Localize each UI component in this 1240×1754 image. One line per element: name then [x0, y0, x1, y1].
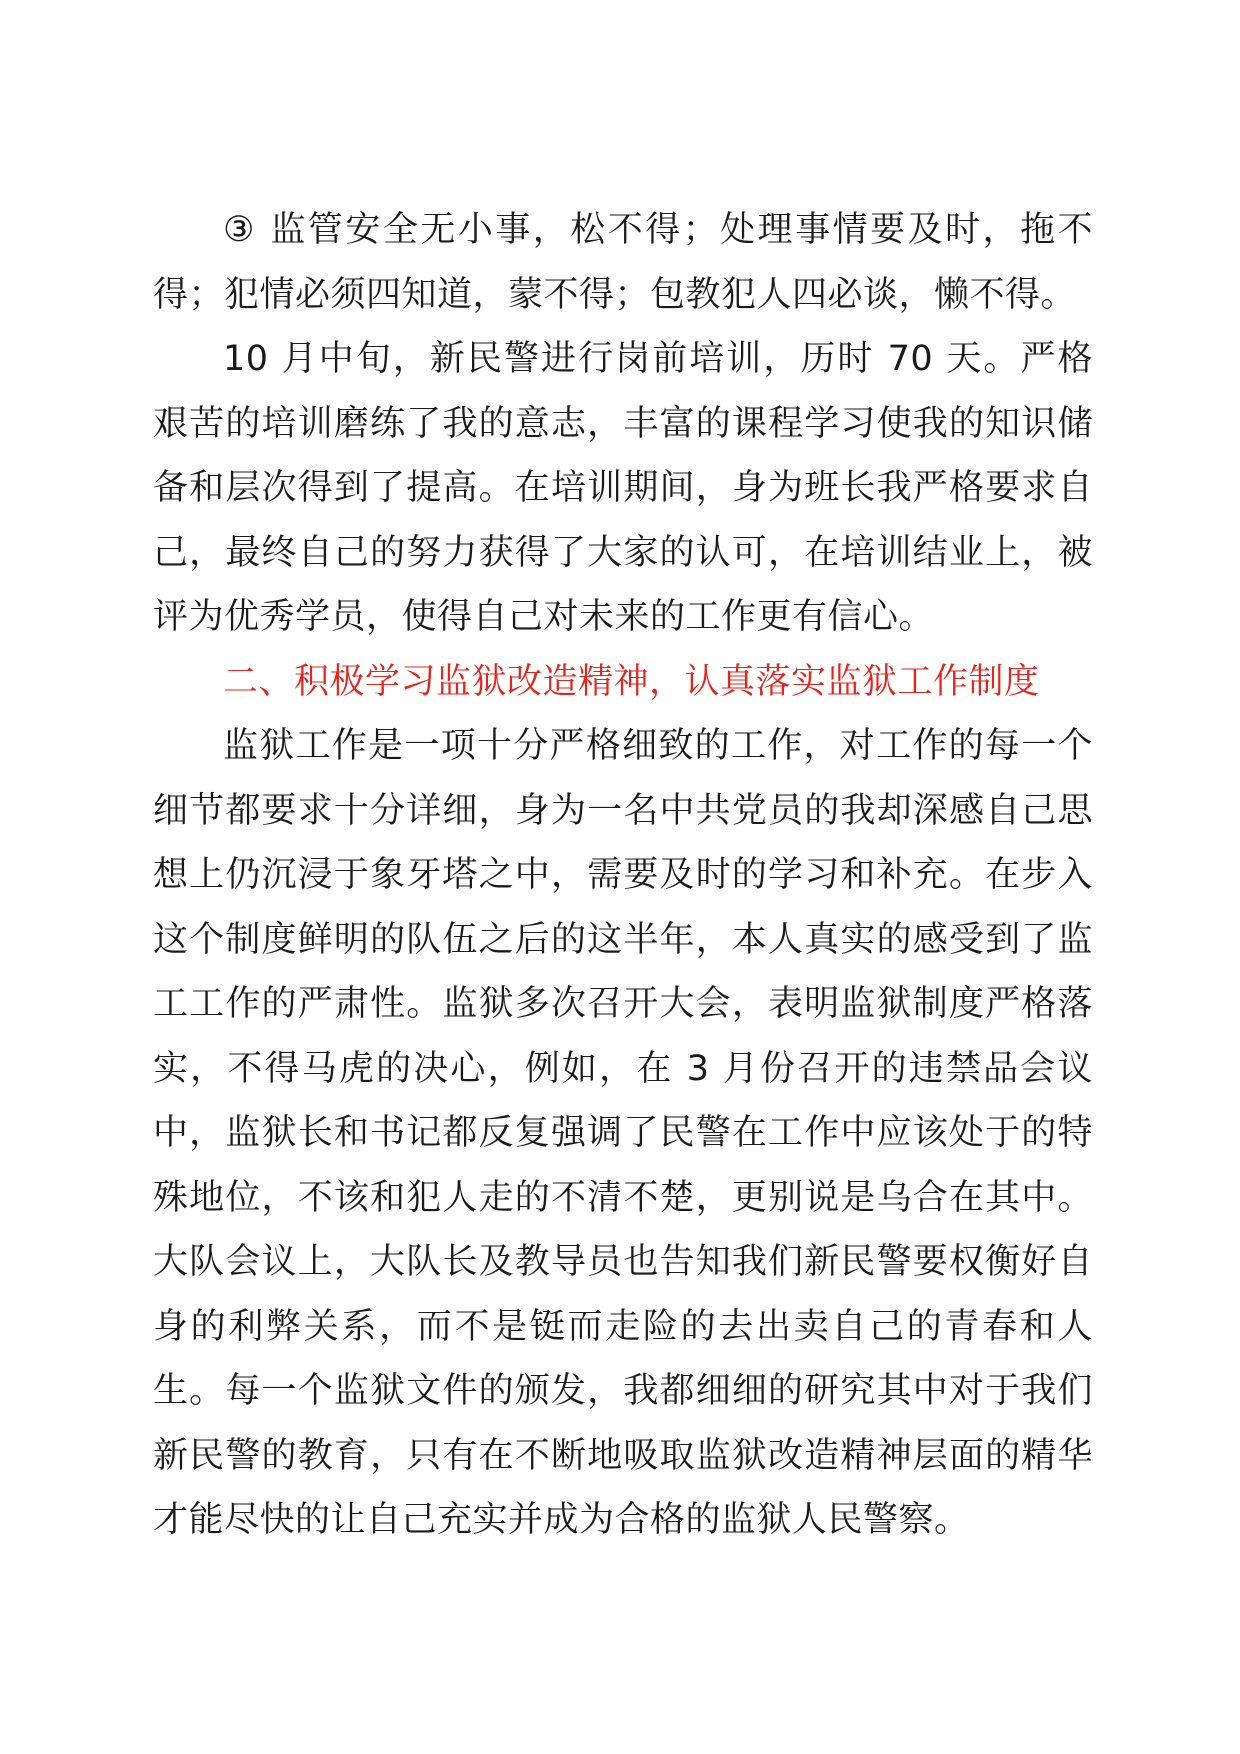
document-body	[153, 198, 1093, 1553]
paragraph-training: 10 月中旬，新民警进行岗前培训，历时 70 天。严格艰苦的培训磨练了我的意志，丰富的课程学习使我的知识储备和层次得到了提高。在培训期间，身为班长我严格要求自己，最终自己的努力获得了大家的认可，在培训结业上，被评为优秀学员，使得自己对未来的工作更有信心。	[153, 339, 1093, 637]
section-heading: 二、积极学习监狱改造精神，认真落实监狱工作制度	[223, 661, 1040, 702]
paragraph-rules: ③ 监管安全无小事，松不得；处理事情要及时，拖不得；犯情必须四知道，蒙不得；包教犯人四必谈，懒不得。	[153, 210, 1093, 315]
paragraph-prison-work: 监狱工作是一项十分严格细致的工作，对工作的每一个细节都要求十分详细，身为一名中共党员的我却深感自己思想上仍沉浸于象牙塔之中，需要及时的学习和补充。在步入这个制度鲜明的队伍之后的这半年，本人真实的感受到了监工工作的严肃性。监狱多次召开大会，表明监狱制度严格落实，不得马虎的决心，例如，在 3 月份召开的违禁品会议中，监狱长和书记都反复强调了民警在工作中应该处于的特殊地位，不该和犯人走的不清不楚，更别说是乌合在其中。大队会议上，大队长及教导员也告知我们新民警要权衡好自身的利弊关系，而不是铤而走险的去出卖自己的青春和人生。每一个监狱文件的颁发，我都细细的研究其中对于我们新民警的教育，只有在不断地吸取监狱改造精神层面的精华才能尽快的让自己充实并成为合格的监狱人民警察。	[153, 726, 1093, 1540]
